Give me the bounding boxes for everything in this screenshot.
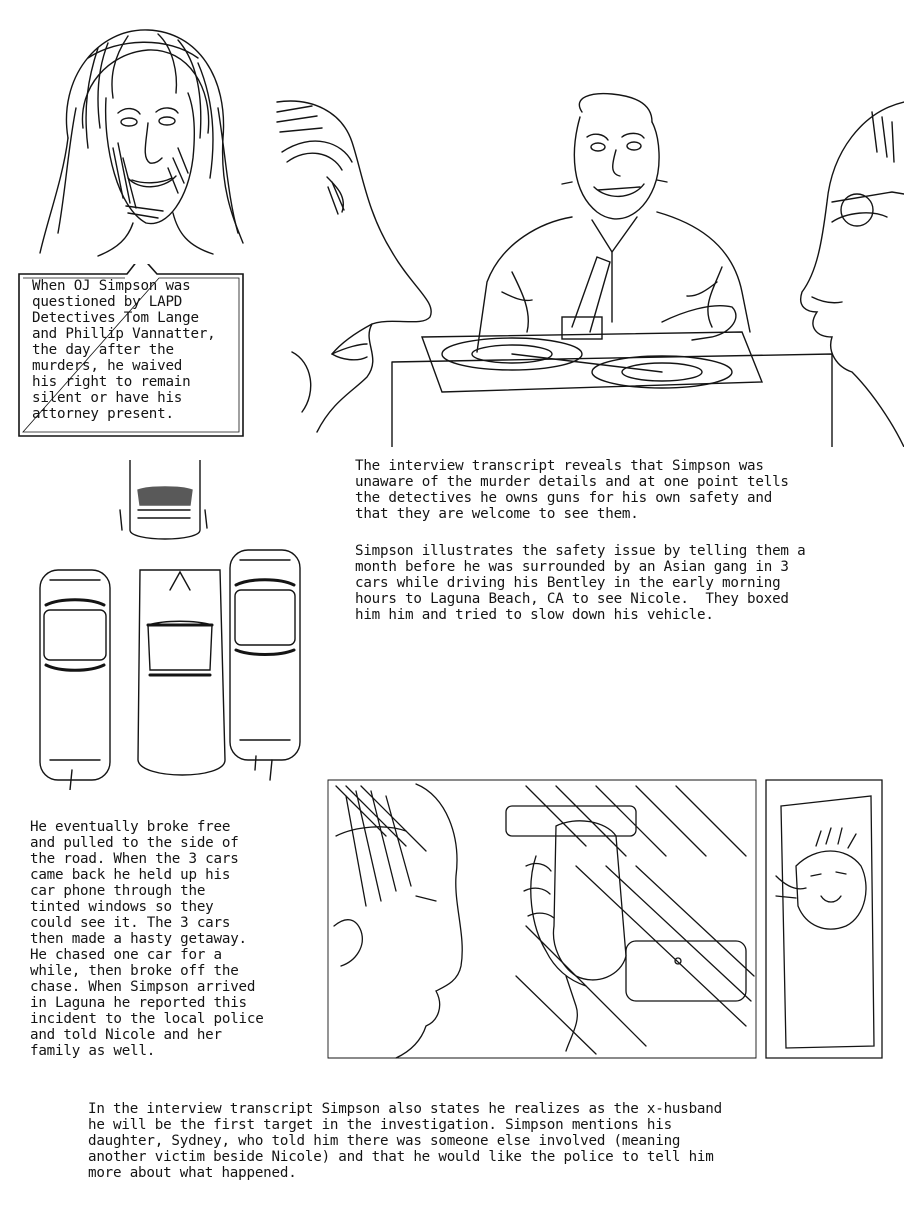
escape-paragraph: He eventually broke free and pulled to the side of the road. When the 3 cars came back he held up his car phone through the tinted windows so they could see it. The 3 cars then made a hasty getaway. He chased one car for a while, then broke off the chase. When Simpson arrived in Laguna he reported this incident to the local police and told Nicole and her family as well. bbox=[30, 819, 264, 1059]
cars-overhead-illustration bbox=[30, 460, 308, 790]
transcript-paragraph-2: Simpson illustrates the safety issue by telling them a month before he was surrounded by an Asian gang in 3 cars while driving his Bentley in the early morning hours to Laguna Beach, CA to see Nicole. They boxed him him and tried to slow down his vehicle. bbox=[355, 543, 806, 623]
car-phone-scene-illustration bbox=[326, 776, 886, 1060]
woman-portrait-illustration bbox=[28, 18, 258, 258]
caption-box-text: When OJ Simpson was questioned by LAPD Detectives Tom Lange and Phillip Vannatter, the day after the murders, he waived his right to remain silent or have his attorney present. bbox=[32, 278, 216, 422]
transcript-paragraph-1: The interview transcript reveals that Simpson was unaware of the murder details and at one point tells the detectives he owns guns for his own safety and that they are welcome to see them. bbox=[355, 458, 789, 522]
bottom-paragraph: In the interview transcript Simpson also states he realizes as the x-husband he will be the first target in the investigation. Simpson mentions his daughter, Sydney, who told him there was someone else involved (meaning another victim beside Nicole) and that he would like the police to tell him more about what happened. bbox=[88, 1101, 722, 1181]
interrogation-scene-illustration bbox=[272, 92, 904, 447]
speech-caption-box bbox=[17, 264, 247, 438]
